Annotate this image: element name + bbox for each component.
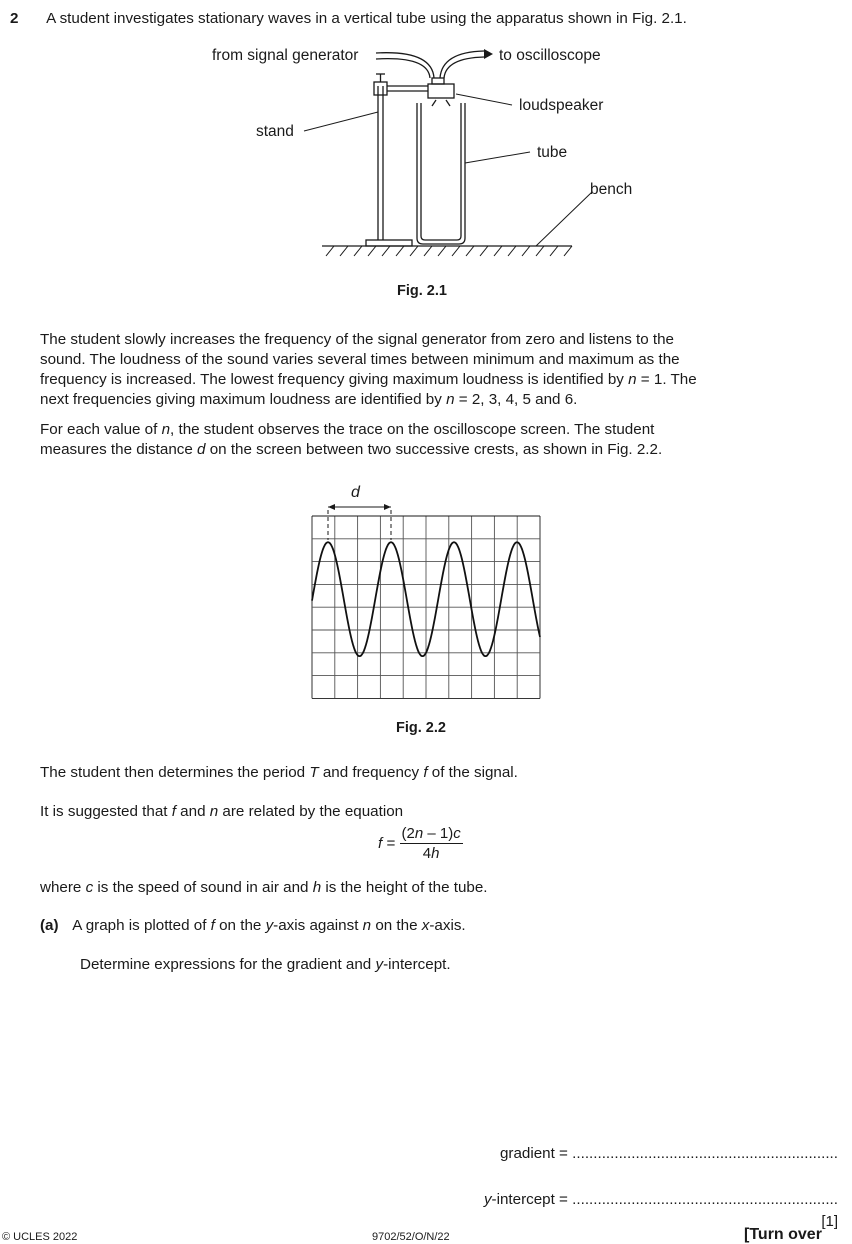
loudspeaker-body <box>428 84 454 98</box>
para1-line4: next frequencies giving maximum loudness are identified by n = 2, 3, 4, 5 and 6. <box>40 391 578 408</box>
fig-2-2-caption: Fig. 2.2 <box>396 720 446 736</box>
y-intercept-answer-space[interactable]: ............................................................... <box>572 1191 838 1208</box>
paragraph-oscilloscope-measurement <box>40 420 840 460</box>
label-loudspeaker: loudspeaker <box>519 97 604 114</box>
label-tube: tube <box>537 144 568 161</box>
oscilloscope-grid <box>312 516 540 698</box>
cable-to-oscilloscope <box>440 51 484 78</box>
tube-outer <box>417 103 465 244</box>
paragraph-suggested-relation: It is suggested that f and n are related by the equation <box>40 803 404 820</box>
bench-hatching <box>326 246 572 256</box>
footer-copyright: © UCLES 2022 <box>2 1231 78 1243</box>
paragraph-period-frequency: The student then determines the period T and frequency f of the signal. <box>40 764 518 781</box>
fig-2-1-caption: Fig. 2.1 <box>397 283 447 299</box>
leader-stand <box>304 112 378 131</box>
paragraph-variable-definitions: where c is the speed of sound in air and h is the height of the tube. <box>40 879 488 896</box>
question-number: 2 <box>10 10 19 27</box>
d-label: d <box>351 484 360 501</box>
marks-allocation: [1] <box>821 1213 838 1230</box>
question-intro-text: A student investigates stationary waves in a vertical tube using the apparatus shown in Fig. 2.1. <box>46 10 687 27</box>
y-intercept-answer-line[interactable]: y-intercept = ............................................................... <box>483 1191 838 1208</box>
label-stand: stand <box>256 123 294 140</box>
d-measurement-marker <box>328 504 391 540</box>
gradient-label: gradient = <box>499 1145 573 1162</box>
part-a-question: (a) A graph is plotted of f on the y-axis against n on the x-axis. <box>40 917 466 934</box>
footer-paper-code: 9702/52/O/N/22 <box>372 1231 450 1243</box>
arrowhead-to-oscilloscope <box>484 49 493 59</box>
label-from-signal-generator: from signal generator <box>212 47 359 64</box>
tube-inner <box>421 103 461 240</box>
paragraph-frequency-description <box>40 330 840 410</box>
leader-bench <box>536 192 592 246</box>
y-intercept-label: -intercept = <box>491 1191 573 1208</box>
part-a-label: (a) <box>40 917 59 934</box>
gradient-answer-space[interactable]: ............................................................... <box>572 1145 838 1162</box>
para1-line3: frequency is increased. The lowest frequency giving maximum loudness is identified by n = 1. The <box>40 371 697 388</box>
stand-clamp <box>374 82 387 95</box>
stand-base <box>366 240 412 246</box>
fig-2-2-oscilloscope-trace <box>300 496 550 706</box>
para2-line2: measures the distance d on the screen between two successive crests, as shown in Fig. 2.2. <box>40 441 663 458</box>
para1-line2: sound. The loudness of the sound varies several times between minimum and maximum as the <box>40 351 680 368</box>
equation-f: f = $\frac{(2n - 1)c}{4h}$ <box>378 825 461 862</box>
label-to-oscilloscope: to oscilloscope <box>499 47 601 64</box>
gradient-answer-line[interactable] <box>300 1144 838 1164</box>
leader-tube <box>465 152 530 163</box>
part-a-instruction: Determine expressions for the gradient and y-intercept. <box>80 956 451 973</box>
para2-line1: For each value of n, the student observes the trace on the oscilloscope screen. The student <box>40 421 655 438</box>
para1-line1: The student slowly increases the frequency of the signal generator from zero and listens to the <box>40 331 675 348</box>
label-bench: bench <box>590 181 633 198</box>
footer-turn-over: [Turn over <box>744 1226 822 1243</box>
fig-2-1-apparatus-diagram <box>0 0 852 330</box>
